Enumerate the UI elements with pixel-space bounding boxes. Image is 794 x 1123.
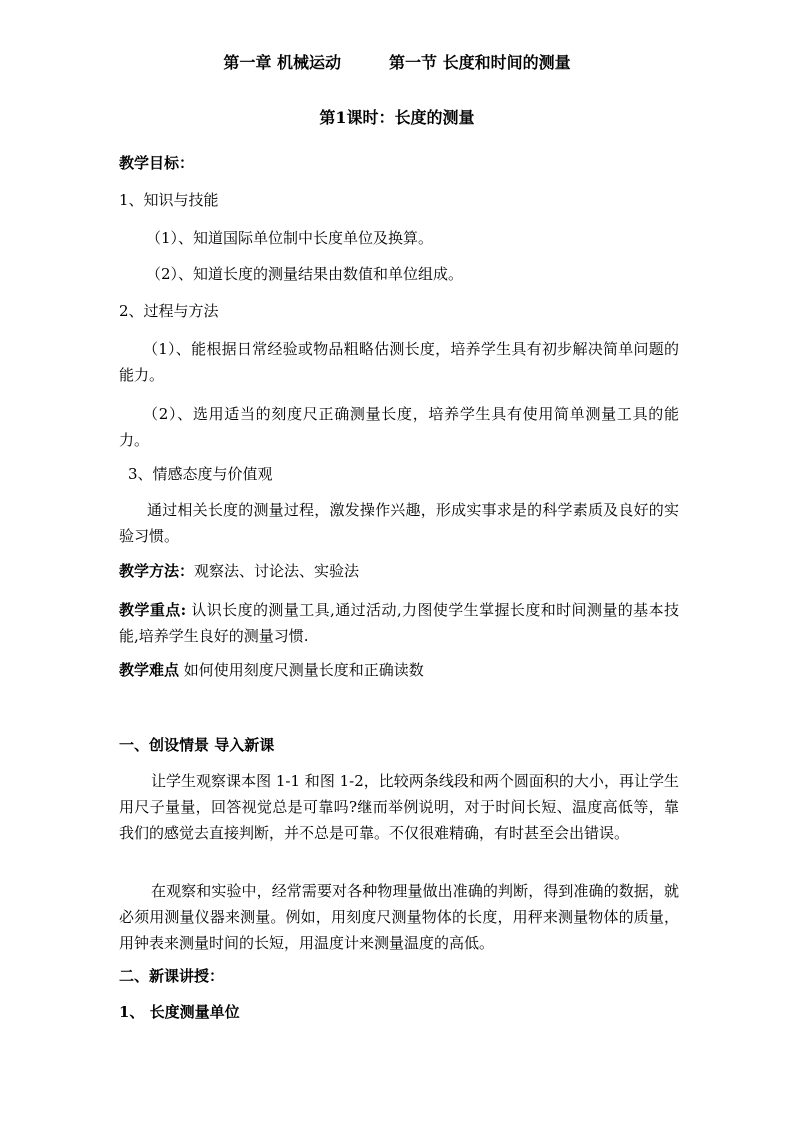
chapter-heading: 第一章 机械运动 bbox=[223, 53, 341, 72]
emotion-title: 3、情感态度与价值观 bbox=[128, 465, 273, 483]
part2-heading: 二、新课讲授： bbox=[119, 967, 225, 985]
knowledge-item-1: （1）、知道国际单位制中长度单位及换算。 bbox=[146, 229, 434, 247]
key-points-label: 教学重点: bbox=[119, 601, 187, 619]
process-title: 2、过程与方法 bbox=[119, 302, 219, 320]
part2-subheading-1: 1、 长度测量单位 bbox=[119, 1003, 240, 1021]
difficulty bbox=[119, 660, 679, 681]
key-points bbox=[119, 597, 679, 649]
objectives-heading: 教学目标： bbox=[119, 154, 195, 172]
key-points-text: 认识长度的测量工具,通过活动,力图使学生掌握长度和时间测量的基本技能,培养学生良好的测量习惯. bbox=[119, 601, 679, 645]
part1-heading: 一、创设情景 导入新课 bbox=[119, 736, 275, 754]
knowledge-item-2: （2）、知道长度的测量结果由数值和单位组成。 bbox=[146, 265, 464, 283]
difficulty-label: 教学难点 bbox=[119, 661, 180, 679]
difficulty-text: 如何使用刻度尺测量长度和正确读数 bbox=[179, 661, 424, 679]
lesson-title: 第1课时：长度的测量 bbox=[319, 108, 475, 127]
process-item-1: （1）、能根据日常经验或物品粗略估测长度，培养学生具有初步解决简单问题的能力。 bbox=[119, 340, 679, 384]
part1-paragraph-1: 让学生观察课本图 1-1 和图 1-2，比较两条线段和两个圆面积的大小，再让学生用尺子量量，回答视觉总是可靠吗?继而举例说明，对于时间长短、温度高低等，靠我们的感觉去直接判断，并不总是可靠。不仅很难精确，有时甚至会出错误。 bbox=[119, 772, 679, 842]
method-text: 观察法、讨论法、实验法 bbox=[194, 562, 360, 580]
chapter-title bbox=[0, 52, 794, 73]
section-heading: 第一节 长度和时间的测量 bbox=[389, 53, 571, 72]
teaching-method bbox=[119, 561, 679, 582]
process-item-2: （2）、选用适当的刻度尺正确测量长度，培养学生具有使用简单测量工具的能力。 bbox=[119, 405, 679, 449]
knowledge-title: 1、知识与技能 bbox=[119, 191, 219, 209]
method-label: 教学方法： bbox=[119, 562, 195, 580]
part1-paragraph-2: 在观察和实验中，经常需要对各种物理量做出准确的判断，得到准确的数据，就必须用测量仪器来测量。例如，用刻度尺测量物体的长度，用秤来测量物体的质量，用钟表来测量时间的长短，用温度计来测量温度的高低。 bbox=[119, 882, 679, 952]
emotion-item-1: 通过相关长度的测量过程，激发操作兴趣，形成实事求是的科学素质及良好的实验习惯。 bbox=[119, 501, 679, 545]
